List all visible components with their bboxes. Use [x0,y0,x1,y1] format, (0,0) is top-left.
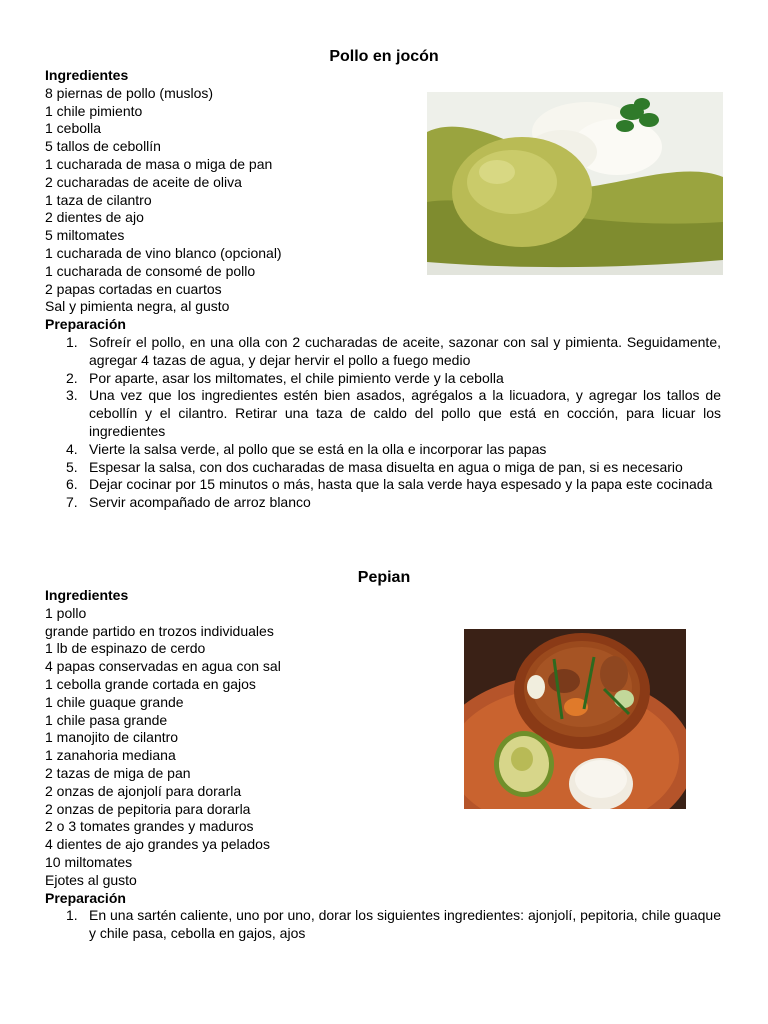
recipe-title: Pepian [357,569,411,586]
step-item [45,476,721,494]
step-number: 2. [66,369,78,386]
ingredient-item: 1 cebolla [45,120,102,137]
recipe-1-body [45,67,721,512]
step-number: 5. [66,458,78,475]
step-number: 1. [66,907,78,924]
ingredient-item: 1 chile pasa grande [45,711,168,728]
ingredient-item: 1 chile guaque grande [45,693,184,710]
ingredients-heading: Ingredientes [45,67,129,83]
ingredient-item: 1 cucharada de masa o miga de pan [45,155,273,172]
ingredient-item: grande partido en trozos individuales [45,622,274,639]
preparation-steps [45,334,721,512]
ingredient-item: 2 o 3 tomates grandes y maduros [45,818,254,835]
ingredients-heading: Ingredientes [45,587,129,603]
ingredient-item: 1 pollo [45,604,87,621]
step-text: En una sartén caliente, uno por uno, dorar los siguientes ingredientes: ajonjolí, pepitoria, chile guaque y chile pasa, cebolla en gajos, ajos [89,907,721,942]
step-number: 6. [66,476,78,493]
ingredient-item: 2 papas cortadas en cuartos [45,280,222,297]
step-number: 3. [66,387,78,404]
step-item [45,387,721,440]
step-number: 4. [66,440,78,457]
step-text: Sofreír el pollo, en una olla con 2 cucharadas de aceite, sazonar con sal y pimienta. Seguidamente, agregar 4 tazas de agua, y dejar hervir el pollo a fuego medio [89,333,721,368]
ingredient-item: 1 cucharada de consomé de pollo [45,262,256,279]
recipe-title: Pollo en jocón [329,48,439,65]
step-item [45,370,721,388]
ingredient-item: 1 lb de espinazo de cerdo [45,640,206,657]
step-item [45,459,721,477]
step-text: Vierte la salsa verde, al pollo que se está en la olla e incorporar las papas [89,440,547,457]
preparation-heading: Preparación [45,889,126,906]
step-text: Espesar la salsa, con dos cucharadas de masa disuelta en agua o miga de pan, si es necesario [89,458,683,475]
recipe-2-body [45,587,721,943]
ingredient-item: 5 miltomates [45,227,125,244]
step-text: Por aparte, asar los miltomates, el chile pimiento verde y la cebolla [89,369,504,386]
step-item [45,334,721,370]
ingredient-item: 2 cucharadas de aceite de oliva [45,173,242,190]
step-text: Servir acompañado de arroz blanco [89,494,311,511]
step-item [45,441,721,459]
ingredient-item: 1 cucharada de vino blanco (opcional) [45,244,282,261]
ingredient-item: Sal y pimienta negra, al gusto [45,298,230,315]
preparation-heading: Preparación [45,316,126,333]
step-text: Dejar cocinar por 15 minutos o más, hasta que la sala verde haya espesado y la papa este cocinada [89,476,713,493]
step-item [45,907,721,943]
step-number: 1. [66,333,78,350]
step-text: Una vez que los ingredientes estén bien asados, agrégalos a la licuadora, y agregar los tallos de cebollín y el cilantro. Retirar una taza de caldo del pollo que está en cocción, para licuar los ingredientes [89,387,721,439]
ingredient-item: 5 tallos de cebollín [45,138,161,155]
ingredient-item: 4 papas conservadas en agua con sal [45,658,281,675]
ingredient-item: Ejotes al gusto [45,871,137,888]
step-number: 7. [66,494,78,511]
ingredient-item: 1 manojito de cilantro [45,729,179,746]
ingredient-item: 4 dientes de ajo grandes ya pelados [45,836,270,853]
ingredient-item: 2 tazas de miga de pan [45,764,191,781]
ingredient-item: 1 cebolla grande cortada en gajos [45,675,256,692]
ingredient-item: 1 chile pimiento [45,102,143,119]
ingredient-item: 10 miltomates [45,853,133,870]
step-item [45,494,721,512]
preparation-steps [45,907,721,943]
ingredient-item: 8 piernas de pollo (muslos) [45,84,214,101]
ingredient-item: 1 zanahoria mediana [45,747,176,764]
ingredient-item: 1 taza de cilantro [45,191,152,208]
ingredient-item: 2 onzas de pepitoria para dorarla [45,800,251,817]
ingredient-item: 2 dientes de ajo [45,209,144,226]
ingredient-item: 2 onzas de ajonjolí para dorarla [45,782,242,799]
